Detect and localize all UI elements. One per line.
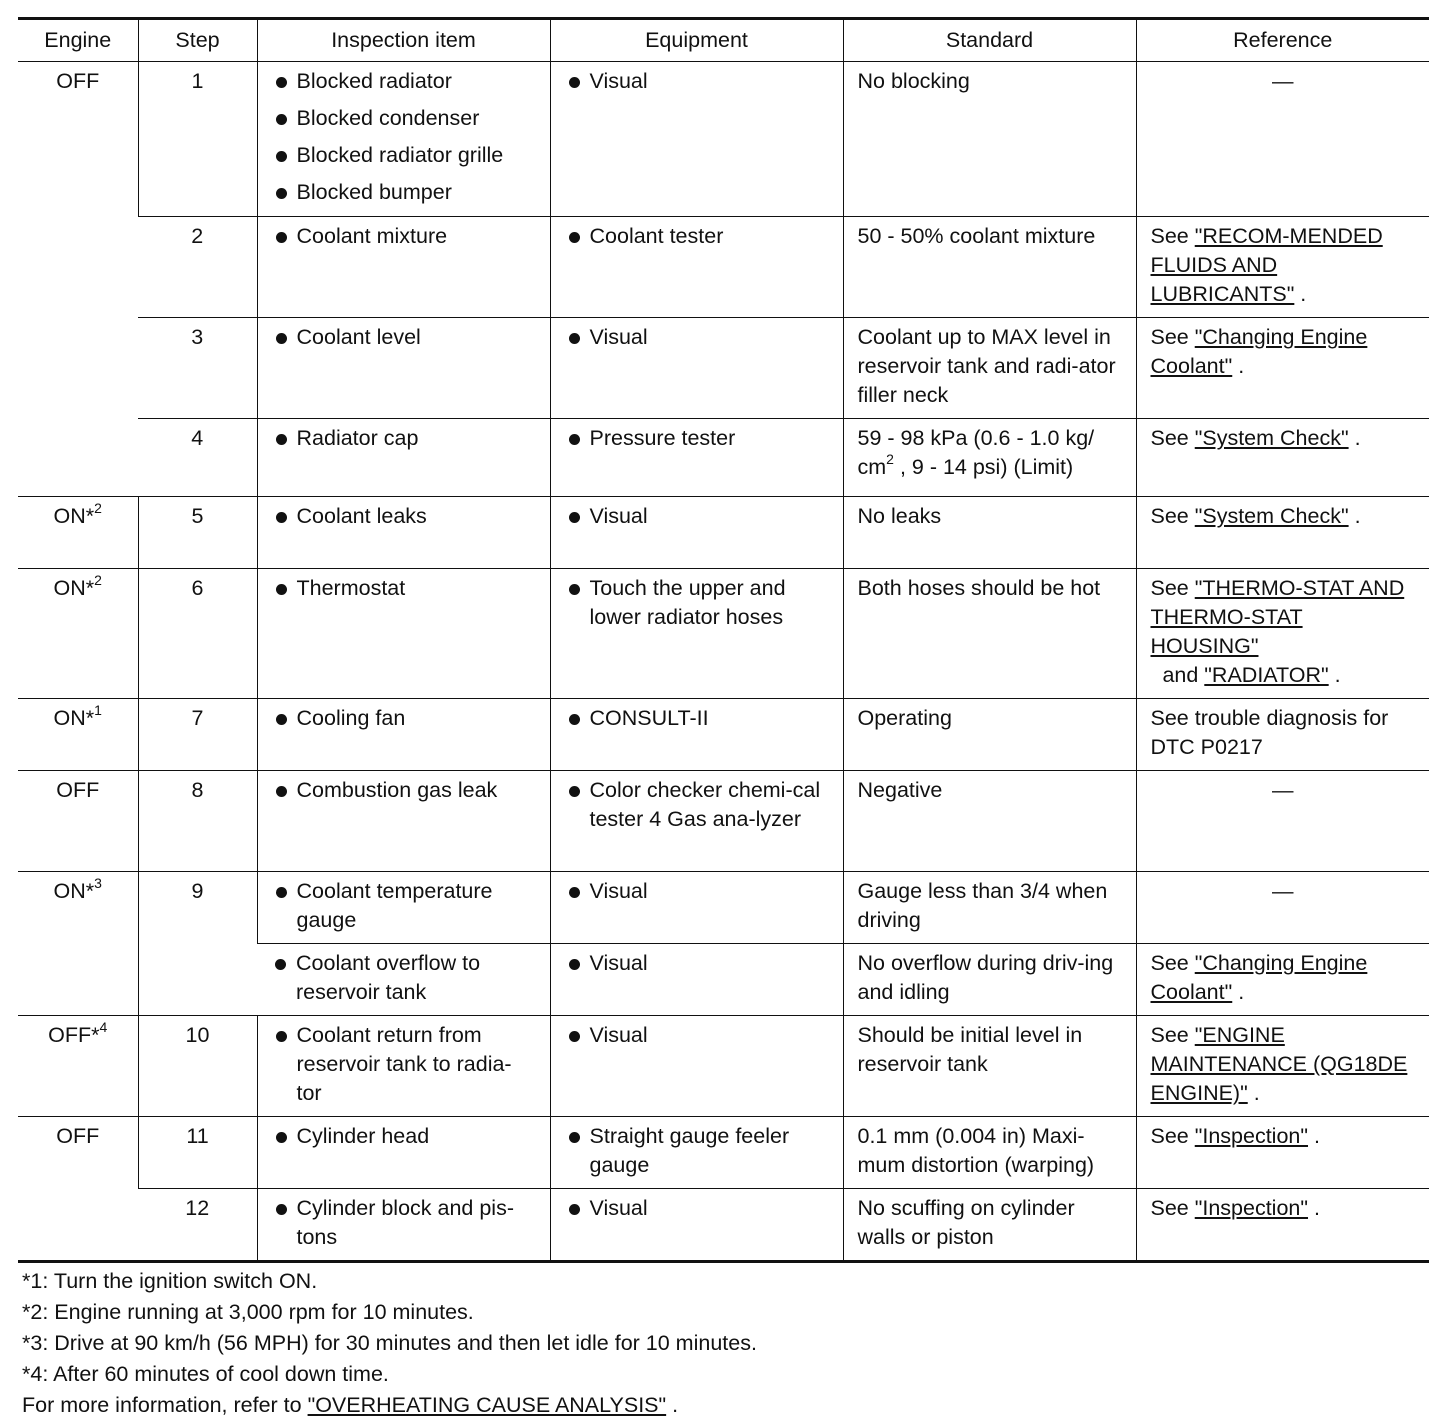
list-item: Radiator cap — [272, 424, 536, 453]
list-item: Thermostat — [272, 574, 536, 603]
list-item: Straight gauge feeler gauge — [565, 1122, 829, 1180]
step-cell: 5 — [138, 497, 257, 569]
list-item: Coolant overflow to reservoir tank — [271, 949, 536, 1007]
reference-cell: See "System Check" . — [1136, 419, 1429, 497]
table-row — [18, 217, 1429, 318]
equipment-cell — [550, 699, 843, 771]
standard-cell: Both hoses should be hot — [843, 569, 1136, 699]
reference-cell: — — [1136, 62, 1429, 217]
equipment-cell — [550, 62, 843, 217]
footnote: *4: After 60 minutes of cool down time. — [22, 1362, 389, 1386]
list-item: Pressure tester — [565, 424, 829, 453]
equipment-cell — [550, 419, 843, 497]
table-row — [18, 872, 1429, 944]
reference-link[interactable]: "ENGINE MAINTENANCE (QG18DE ENGINE)" — [1150, 1023, 1408, 1105]
list-item: Color checker chemi-cal tester 4 Gas ana-lyzer — [565, 776, 829, 834]
standard-cell: 50 - 50% coolant mixture — [843, 217, 1136, 318]
list-item: Cylinder head — [272, 1122, 536, 1151]
standard-cell: No blocking — [843, 62, 1136, 217]
standard-cell: No scuffing on cylinder walls or piston — [843, 1189, 1136, 1262]
inspection-item-cell — [257, 1016, 550, 1117]
overheating-analysis-link[interactable]: "OVERHEATING CAUSE ANALYSIS" — [307, 1393, 667, 1417]
reference-link[interactable]: "THERMO-STAT AND THERMO-STAT HOUSING" — [1150, 576, 1405, 658]
step-cell: 9 — [138, 872, 257, 1016]
engine-cell: OFF*$^4$ — [18, 1016, 138, 1117]
reference-cell: See "ENGINE MAINTENANCE (QG18DE ENGINE)" . — [1136, 1016, 1429, 1117]
list-item: CONSULT-II — [565, 704, 829, 733]
equipment-cell — [550, 217, 843, 318]
reference-cell: — — [1136, 771, 1429, 872]
standard-cell: Operating — [843, 699, 1136, 771]
engine-cell: OFF — [18, 771, 138, 872]
engine-cell: ON*$^1$ — [18, 699, 138, 771]
list-item: Visual — [565, 67, 829, 96]
step-cell: 2 — [138, 217, 257, 318]
step-cell: 7 — [138, 699, 257, 771]
reference-link[interactable]: "System Check" — [1194, 426, 1349, 450]
footnote: *2: Engine running at 3,000 rpm for 10 minutes. — [22, 1300, 474, 1324]
equipment-cell — [550, 771, 843, 872]
equipment-cell — [550, 944, 843, 1016]
equipment-cell — [550, 318, 843, 419]
step-cell: 11 — [138, 1117, 257, 1189]
equipment-cell — [550, 569, 843, 699]
reference-cell: See trouble diagnosis for DTC P0217 — [1136, 699, 1429, 771]
standard-cell: Should be initial level in reservoir tank — [843, 1016, 1136, 1117]
table-row — [18, 699, 1429, 771]
list-item: Coolant mixture — [272, 222, 536, 251]
engine-cell: OFF — [18, 62, 138, 497]
list-item: Visual — [565, 949, 829, 978]
inspection-item-cell — [257, 944, 550, 1016]
list-item: Visual — [565, 877, 829, 906]
inspection-item-cell — [257, 699, 550, 771]
inspection-item-cell — [257, 1189, 550, 1262]
table-row — [18, 1016, 1429, 1117]
engine-cell: ON*$^2$ — [18, 569, 138, 699]
list-item: Touch the upper and lower radiator hoses — [565, 574, 829, 632]
step-cell: 4 — [138, 419, 257, 497]
header-reference: Reference — [1136, 19, 1429, 62]
list-item: Coolant return from reservoir tank to radia-tor — [272, 1021, 536, 1108]
list-item: Blocked radiator — [272, 67, 536, 96]
standard-cell: Negative — [843, 771, 1136, 872]
list-item: Cylinder block and pis-tons — [272, 1194, 536, 1252]
equipment-cell — [550, 497, 843, 569]
table-row — [18, 497, 1429, 569]
table-row — [18, 1189, 1429, 1262]
standard-cell: 0.1 mm (0.004 in) Maxi-mum distortion (warping) — [843, 1117, 1136, 1189]
reference-cell: See "RECOM-MENDED FLUIDS AND LUBRICANTS" . — [1136, 217, 1429, 318]
standard-cell: Gauge less than 3/4 when driving — [843, 872, 1136, 944]
reference-cell: — — [1136, 872, 1429, 944]
footnote: *1: Turn the ignition switch ON. — [22, 1269, 318, 1293]
footnote: *3: Drive at 90 km/h (56 MPH) for 30 minutes and then let idle for 10 minutes. — [22, 1331, 757, 1355]
list-item: Coolant leaks — [272, 502, 536, 531]
reference-cell: See "Changing Engine Coolant" . — [1136, 318, 1429, 419]
reference-cell: See "THERMO-STAT AND THERMO-STAT HOUSING" and "RADIATOR" . — [1136, 569, 1429, 699]
list-item: Visual — [565, 502, 829, 531]
step-cell: 10 — [138, 1016, 257, 1117]
standard-cell: No leaks — [843, 497, 1136, 569]
standard-cell: No overflow during driv-ing and idling — [843, 944, 1136, 1016]
list-item: Cooling fan — [272, 704, 536, 733]
reference-link[interactable]: "Inspection" — [1194, 1124, 1309, 1148]
equipment-cell — [550, 1117, 843, 1189]
inspection-item-cell — [257, 497, 550, 569]
more-info-line: For more information, refer to "OVERHEATING CAUSE ANALYSIS" . — [22, 1393, 679, 1417]
equipment-cell — [550, 872, 843, 944]
list-item: Coolant tester — [565, 222, 829, 251]
list-item: Combustion gas leak — [272, 776, 536, 805]
table-row — [18, 771, 1429, 872]
footnotes — [22, 1266, 757, 1421]
engine-cell: ON*$^3$ — [18, 872, 138, 1016]
list-item: Blocked bumper — [272, 178, 536, 207]
list-item: Visual — [565, 1194, 829, 1223]
standard-cell: Coolant up to MAX level in reservoir tank and radi-ator filler neck — [843, 318, 1136, 419]
header-step: Step — [138, 19, 257, 62]
list-item: Visual — [565, 323, 829, 352]
table-row — [18, 1117, 1429, 1189]
standard-cell: 59 - 98 kPa (0.6 - 1.0 kg/ $cm^2$ , 9 - 14 psi) (Limit) — [843, 419, 1136, 497]
equipment-cell — [550, 1189, 843, 1262]
reference-link[interactable]: "System Check" — [1194, 504, 1349, 528]
inspection-item-cell — [257, 872, 550, 944]
step-cell: 8 — [138, 771, 257, 872]
reference-cell: See "Inspection" . — [1136, 1189, 1429, 1262]
equipment-cell — [550, 1016, 843, 1117]
header-inspection-item: Inspection item — [257, 19, 550, 62]
inspection-item-cell — [257, 318, 550, 419]
reference-link[interactable]: "RADIATOR" — [1204, 663, 1329, 687]
reference-link[interactable]: "Changing Engine Coolant" — [1150, 951, 1368, 1004]
step-cell: 12 — [138, 1189, 257, 1262]
table-row — [18, 318, 1429, 419]
table-row — [18, 62, 1429, 217]
inspection-item-cell — [257, 419, 550, 497]
inspection-table — [18, 17, 1429, 1263]
reference-cell: See "Inspection" . — [1136, 1117, 1429, 1189]
list-item: Coolant temperature gauge — [272, 877, 536, 935]
step-cell: 6 — [138, 569, 257, 699]
reference-link[interactable]: "Inspection" — [1194, 1196, 1309, 1220]
reference-link[interactable]: "Changing Engine Coolant" — [1150, 325, 1368, 378]
step-cell: 3 — [138, 318, 257, 419]
reference-cell: See "System Check" . — [1136, 497, 1429, 569]
list-item: Blocked radiator grille — [272, 141, 536, 170]
inspection-item-cell — [257, 62, 550, 217]
inspection-item-cell — [257, 217, 550, 318]
table-row — [18, 569, 1429, 699]
reference-link[interactable]: "RECOM-MENDED FLUIDS AND LUBRICANTS" — [1150, 224, 1383, 306]
header-row — [18, 19, 1429, 62]
header-engine: Engine — [18, 19, 138, 62]
inspection-item-cell — [257, 1117, 550, 1189]
inspection-item-cell — [257, 569, 550, 699]
list-item: Blocked condenser — [272, 104, 536, 133]
list-item: Coolant level — [272, 323, 536, 352]
table-row — [18, 419, 1429, 497]
header-standard: Standard — [843, 19, 1136, 62]
engine-cell: OFF — [18, 1117, 138, 1262]
header-equipment: Equipment — [550, 19, 843, 62]
list-item: Visual — [565, 1021, 829, 1050]
step-cell: 1 — [138, 62, 257, 217]
reference-cell: See "Changing Engine Coolant" . — [1136, 944, 1429, 1016]
inspection-item-cell — [257, 771, 550, 872]
engine-cell: ON*$^2$ — [18, 497, 138, 569]
